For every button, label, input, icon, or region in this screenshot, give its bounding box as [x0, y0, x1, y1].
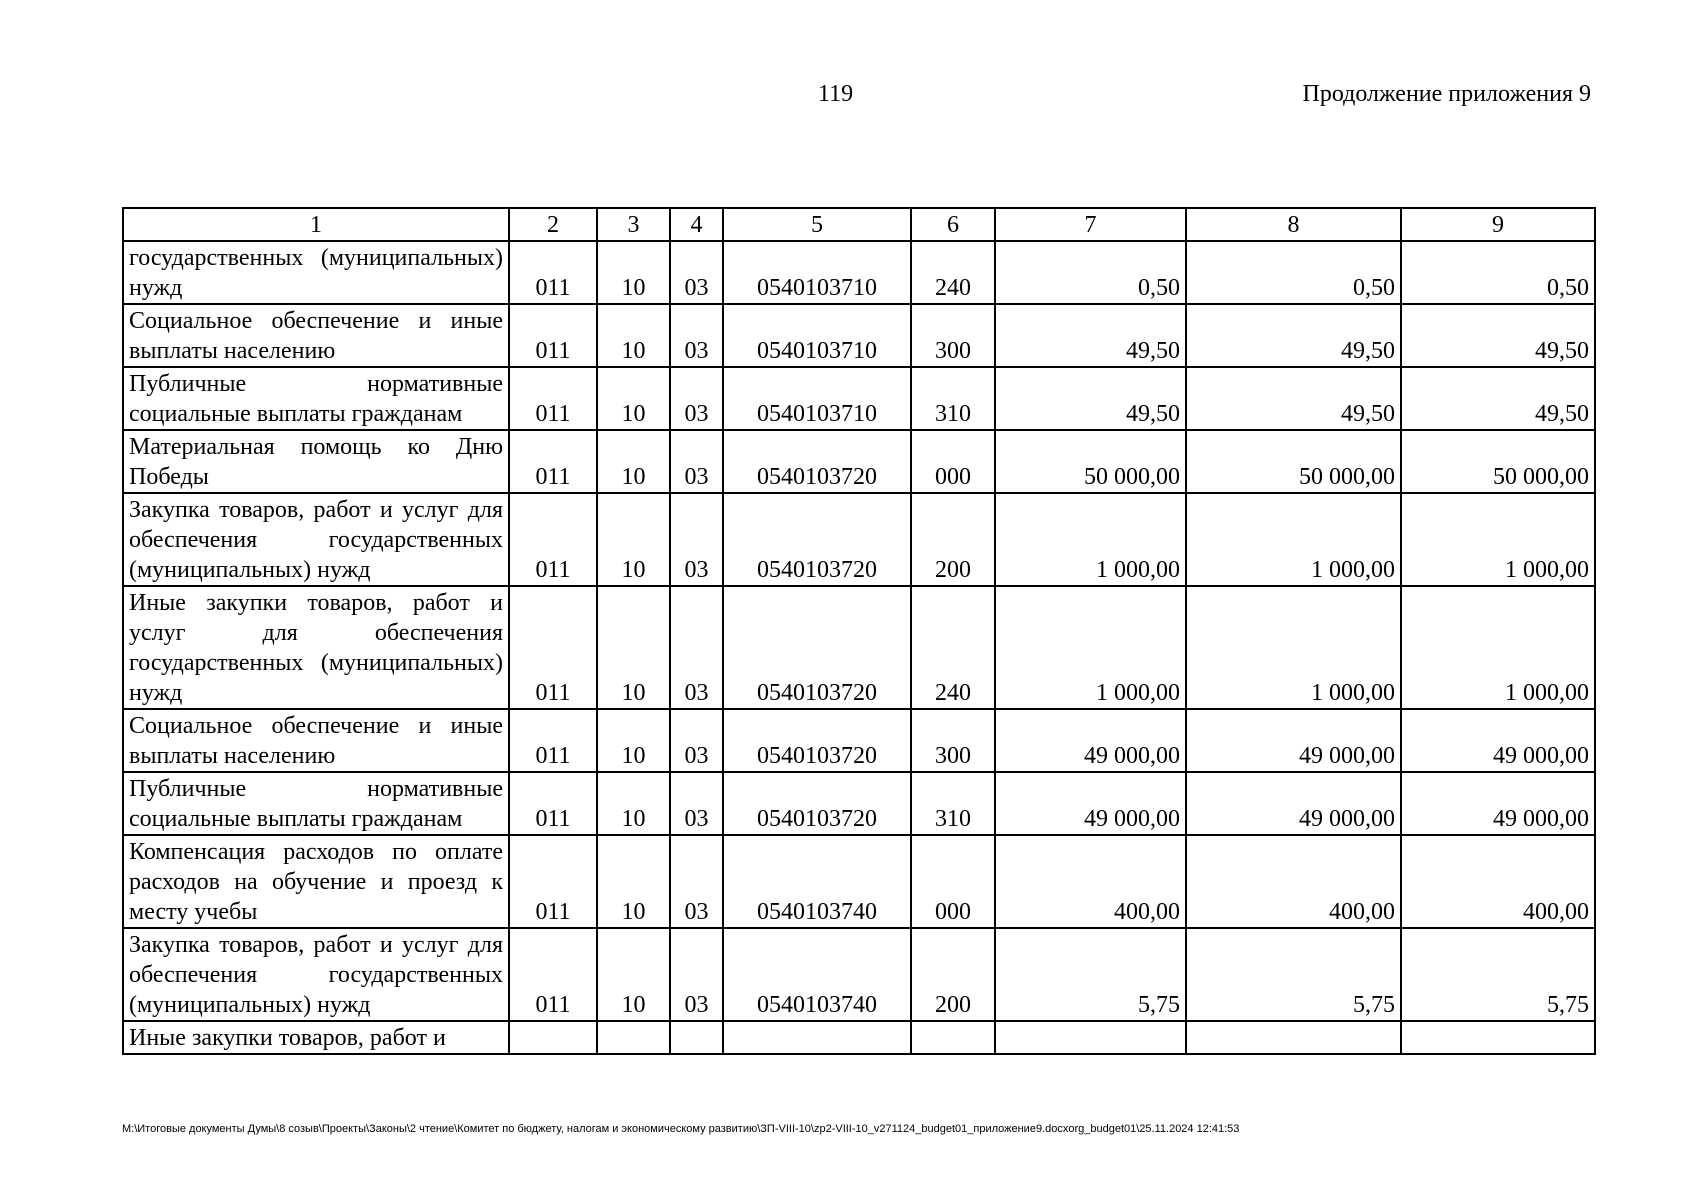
expense-name: Закупка товаров, работ и услуг для обеспечения государственных (муниципальных) нужд [123, 493, 509, 586]
admin-code: 011 [509, 835, 597, 928]
amount-col-7: 0,50 [995, 241, 1186, 304]
expense-type-code: 200 [911, 928, 995, 1021]
section-code: 10 [597, 493, 670, 586]
subsection-code: 03 [670, 709, 723, 772]
target-article-code: 0540103720 [723, 772, 911, 835]
column-header: 5 [723, 208, 911, 241]
amount-col-8: 1 000,00 [1186, 586, 1401, 709]
table-row [123, 367, 1595, 430]
section-code: 10 [597, 430, 670, 493]
amount-col-9: 400,00 [1401, 835, 1595, 928]
admin-code: 011 [509, 367, 597, 430]
subsection-code: 03 [670, 928, 723, 1021]
amount-col-8 [1186, 1021, 1401, 1054]
expense-name: Закупка товаров, работ и услуг для обеспечения государственных (муниципальных) нужд [123, 928, 509, 1021]
table-row [123, 709, 1595, 772]
target-article-code: 0540103720 [723, 709, 911, 772]
expense-type-code: 240 [911, 241, 995, 304]
amount-col-7: 400,00 [995, 835, 1186, 928]
expense-name: Иные закупки товаров, работ и [123, 1021, 509, 1054]
column-header: 3 [597, 208, 670, 241]
subsection-code: 03 [670, 772, 723, 835]
expense-name: Иные закупки товаров, работ и услуг для обеспечения государственных (муниципальных) нужд [123, 586, 509, 709]
section-code: 10 [597, 241, 670, 304]
admin-code: 011 [509, 493, 597, 586]
column-header: 7 [995, 208, 1186, 241]
table-row [123, 241, 1595, 304]
table-row [123, 304, 1595, 367]
target-article-code: 0540103710 [723, 241, 911, 304]
column-header: 6 [911, 208, 995, 241]
subsection-code: 03 [670, 430, 723, 493]
expense-name: Материальная помощь ко Дню Победы [123, 430, 509, 493]
amount-col-9: 0,50 [1401, 241, 1595, 304]
table-row [123, 586, 1595, 709]
budget-table [122, 207, 1596, 1055]
subsection-code: 03 [670, 367, 723, 430]
amount-col-7: 1 000,00 [995, 493, 1186, 586]
expense-type-code: 200 [911, 493, 995, 586]
amount-col-8: 5,75 [1186, 928, 1401, 1021]
expense-type-code: 300 [911, 709, 995, 772]
column-header: 1 [123, 208, 509, 241]
expense-type-code: 310 [911, 772, 995, 835]
target-article-code: 0540103740 [723, 928, 911, 1021]
target-article-code: 0540103720 [723, 493, 911, 586]
admin-code: 011 [509, 430, 597, 493]
expense-type-code: 240 [911, 586, 995, 709]
amount-col-9: 50 000,00 [1401, 430, 1595, 493]
table-row [123, 430, 1595, 493]
expense-name: Социальное обеспечение и иные выплаты населению [123, 304, 509, 367]
amount-col-7: 5,75 [995, 928, 1186, 1021]
amount-col-8: 1 000,00 [1186, 493, 1401, 586]
section-code: 10 [597, 304, 670, 367]
admin-code: 011 [509, 709, 597, 772]
expense-name: Компенсация расходов по оплате расходов на обучение и проезд к месту учебы [123, 835, 509, 928]
admin-code: 011 [509, 241, 597, 304]
page-number: 119 [818, 81, 854, 107]
amount-col-8: 49 000,00 [1186, 709, 1401, 772]
section-code: 10 [597, 367, 670, 430]
admin-code [509, 1021, 597, 1054]
amount-col-7: 49 000,00 [995, 709, 1186, 772]
expense-type-code [911, 1021, 995, 1054]
column-header: 2 [509, 208, 597, 241]
subsection-code [670, 1021, 723, 1054]
amount-col-7: 49,50 [995, 367, 1186, 430]
admin-code: 011 [509, 304, 597, 367]
amount-col-8: 49,50 [1186, 304, 1401, 367]
amount-col-8: 50 000,00 [1186, 430, 1401, 493]
section-code: 10 [597, 928, 670, 1021]
target-article-code: 0540103710 [723, 367, 911, 430]
amount-col-7: 49 000,00 [995, 772, 1186, 835]
table-row [123, 772, 1595, 835]
amount-col-8: 49,50 [1186, 367, 1401, 430]
target-article-code [723, 1021, 911, 1054]
amount-col-9: 5,75 [1401, 928, 1595, 1021]
column-number-row [123, 208, 1595, 241]
target-article-code: 0540103710 [723, 304, 911, 367]
expense-type-code: 310 [911, 367, 995, 430]
subsection-code: 03 [670, 241, 723, 304]
amount-col-9: 1 000,00 [1401, 586, 1595, 709]
column-header: 4 [670, 208, 723, 241]
subsection-code: 03 [670, 304, 723, 367]
amount-col-8: 0,50 [1186, 241, 1401, 304]
amount-col-7: 49,50 [995, 304, 1186, 367]
expense-name: государственных (муниципальных) нужд [123, 241, 509, 304]
table-row [123, 835, 1595, 928]
amount-col-7: 50 000,00 [995, 430, 1186, 493]
admin-code: 011 [509, 928, 597, 1021]
subsection-code: 03 [670, 493, 723, 586]
expense-name: Публичные нормативные социальные выплаты гражданам [123, 772, 509, 835]
amount-col-9: 49,50 [1401, 367, 1595, 430]
admin-code: 011 [509, 772, 597, 835]
admin-code: 011 [509, 586, 597, 709]
table-row [123, 928, 1595, 1021]
section-code: 10 [597, 772, 670, 835]
amount-col-9: 49,50 [1401, 304, 1595, 367]
target-article-code: 0540103740 [723, 835, 911, 928]
expense-name: Социальное обеспечение и иные выплаты населению [123, 709, 509, 772]
amount-col-9 [1401, 1021, 1595, 1054]
target-article-code: 0540103720 [723, 430, 911, 493]
expense-type-code: 300 [911, 304, 995, 367]
amount-col-8: 400,00 [1186, 835, 1401, 928]
expense-name: Публичные нормативные социальные выплаты гражданам [123, 367, 509, 430]
column-header: 8 [1186, 208, 1401, 241]
expense-type-code: 000 [911, 835, 995, 928]
subsection-code: 03 [670, 586, 723, 709]
subsection-code: 03 [670, 835, 723, 928]
amount-col-8: 49 000,00 [1186, 772, 1401, 835]
section-code: 10 [597, 586, 670, 709]
amount-col-9: 1 000,00 [1401, 493, 1595, 586]
table-row [123, 493, 1595, 586]
amount-col-9: 49 000,00 [1401, 772, 1595, 835]
document-file-path: M:\Итоговые документы Думы\8 созыв\Проекты\Законы\2 чтение\Комитет по бюджету, налогам и экономическому развитию\ЗП-VIII-10\zp2-VIII-10_v271124_budget01_приложение9.docxorg_budget01\25.11.2024 12:41:53 [122, 1123, 1240, 1135]
section-code: 10 [597, 709, 670, 772]
table-row [123, 1021, 1595, 1054]
amount-col-7 [995, 1021, 1186, 1054]
amount-col-9: 49 000,00 [1401, 709, 1595, 772]
target-article-code: 0540103720 [723, 586, 911, 709]
column-header: 9 [1401, 208, 1595, 241]
amount-col-7: 1 000,00 [995, 586, 1186, 709]
section-code [597, 1021, 670, 1054]
expense-type-code: 000 [911, 430, 995, 493]
section-code: 10 [597, 835, 670, 928]
appendix-continuation-note: Продолжение приложения 9 [1302, 81, 1591, 107]
